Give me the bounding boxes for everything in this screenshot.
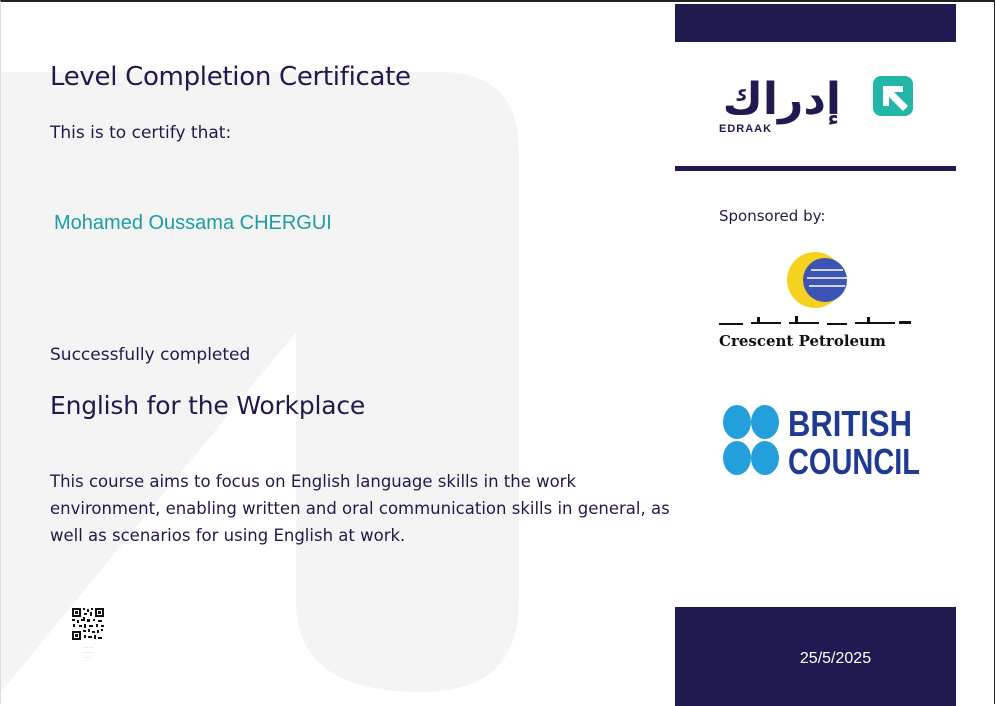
- completed-text: Successfully completed: [50, 345, 251, 365]
- certify-text: This is to certify that:: [50, 123, 232, 143]
- edraak-latin-wordmark: EDRAAK: [719, 123, 773, 135]
- qr-caption: · · · · · · · · · · · ·: [82, 646, 93, 660]
- british-council-line1: BRITISH: [788, 403, 912, 444]
- edraak-arabic-wordmark: إدراك: [722, 74, 841, 125]
- british-council-logo: [721, 402, 923, 482]
- certificate-title: Level Completion Certificate: [50, 62, 411, 92]
- edraak-logo: [713, 70, 918, 136]
- issue-date: 25/5/2025: [799, 650, 872, 667]
- sponsored-label: Sponsored by:: [719, 207, 826, 225]
- british-council-line2: COUNCIL: [788, 441, 920, 482]
- course-description: This course aims to focus on English language skills in the work environment, enabling written and oral communication skills in general, as well as scenarios for using English at work.: [50, 472, 670, 545]
- edraak-arrow-icon: [873, 76, 913, 116]
- crescent-petroleum-logo: [717, 252, 913, 352]
- qr-code-icon[interactable]: [71, 607, 105, 641]
- sidebar-divider: [675, 166, 956, 171]
- crescent-petroleum-name: Crescent Petroleum: [719, 332, 886, 350]
- recipient-name: Mohamed Oussama CHERGUI: [54, 212, 332, 234]
- course-name: English for the Workplace: [50, 391, 366, 420]
- sidebar-top-band: [675, 4, 956, 42]
